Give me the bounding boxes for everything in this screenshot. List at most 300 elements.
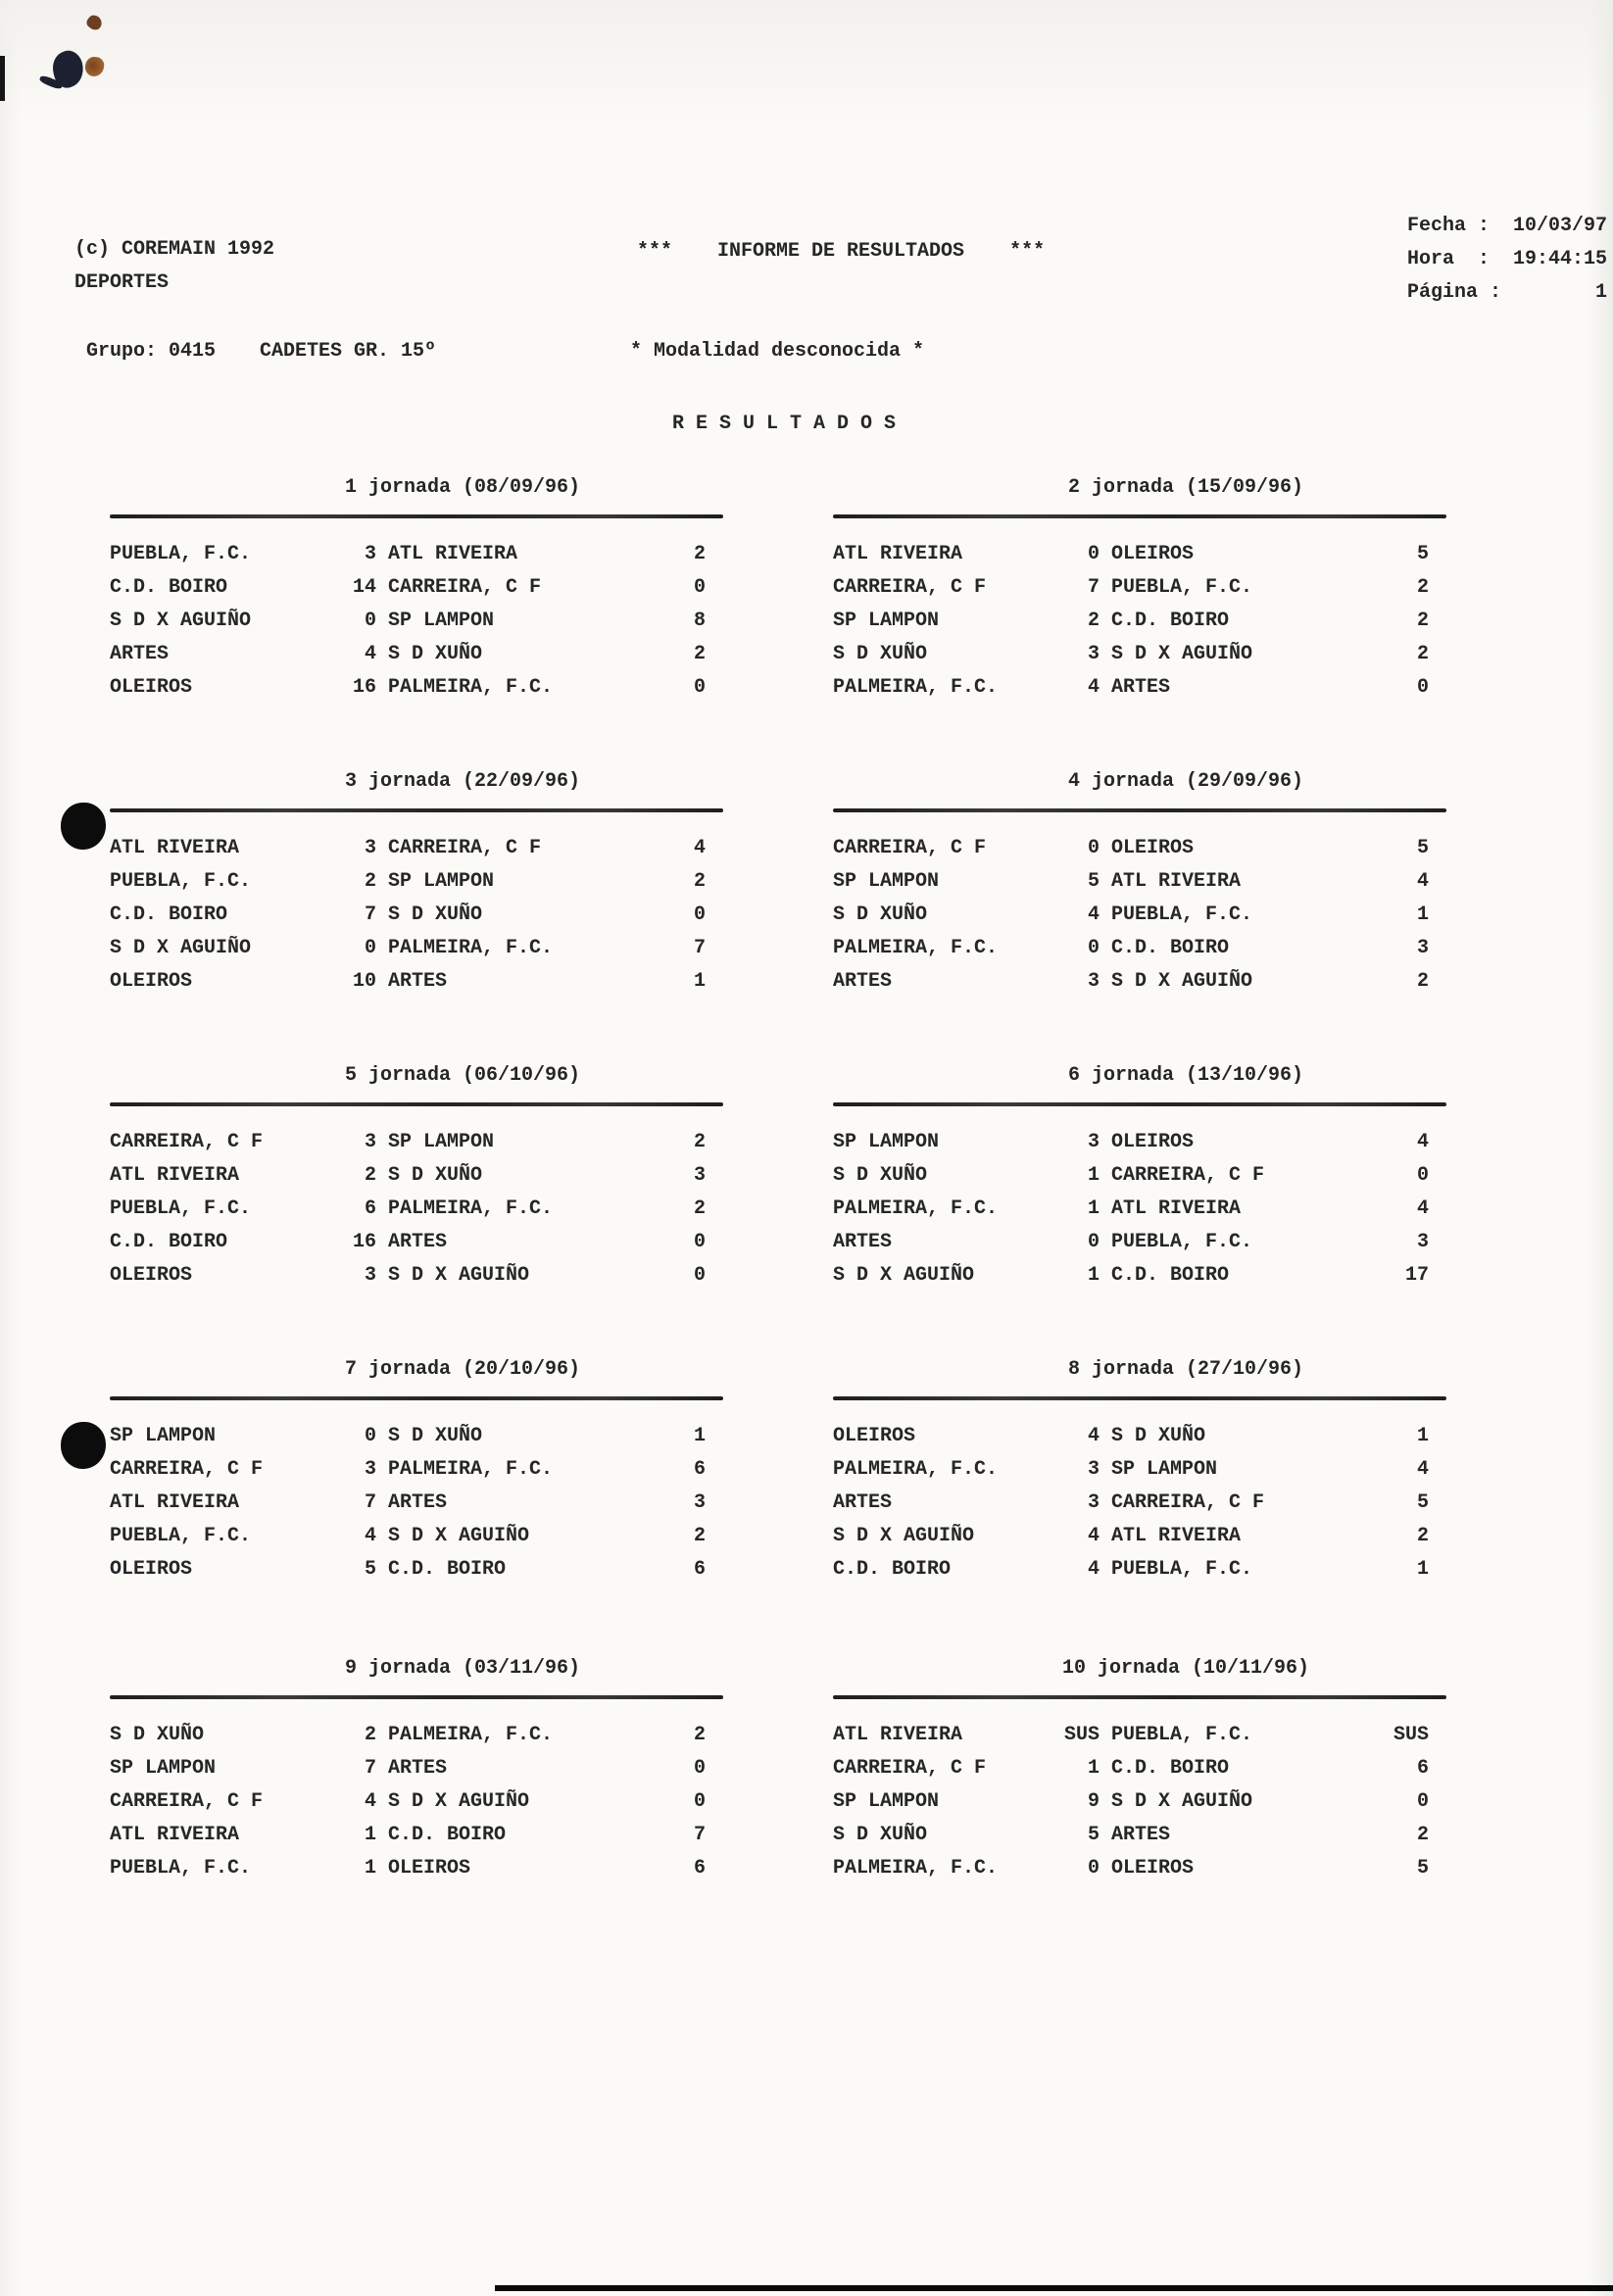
home: OLEIROS — [110, 970, 193, 993]
table-rule — [833, 808, 1446, 812]
table-rule — [110, 514, 723, 518]
away-score: 1 — [1416, 1558, 1429, 1581]
home-score: 3 — [364, 1458, 376, 1481]
away: PUEBLA, F.C. — [1111, 576, 1253, 599]
home: SP LAMPON — [833, 870, 940, 893]
home: CARREIRA, C F — [833, 576, 987, 599]
home: CARREIRA, C F — [110, 1458, 264, 1481]
home-score: 16 — [352, 1231, 376, 1253]
stars-right-decoration: *** — [1009, 240, 1046, 263]
away: PALMEIRA, F.C. — [388, 1197, 554, 1220]
away-score: 0 — [693, 1231, 706, 1253]
away: SP LAMPON — [1111, 1458, 1218, 1481]
home: PUEBLA, F.C. — [110, 1197, 252, 1220]
away: OLEIROS — [1111, 1857, 1195, 1880]
away: PALMEIRA, F.C. — [388, 1724, 554, 1746]
match-row — [110, 1524, 723, 1549]
home-score: 14 — [352, 576, 376, 599]
away: ATL RIVEIRA — [1111, 1197, 1242, 1220]
scan-edge-mark — [0, 56, 5, 101]
away-score: 2 — [1416, 576, 1429, 599]
table-rule — [110, 1396, 723, 1400]
match-row — [833, 869, 1446, 895]
jornada-title: 6 jornada (13/10/96) — [1067, 1064, 1304, 1087]
match-row — [110, 1424, 723, 1449]
away-score: 1 — [1416, 1425, 1429, 1447]
home-score: 4 — [1087, 1558, 1100, 1581]
home-score: 1 — [364, 1824, 376, 1846]
away-score: 0 — [693, 904, 706, 926]
home: SP LAMPON — [833, 610, 940, 632]
away: S D XUÑO — [388, 904, 483, 926]
table-rule — [833, 514, 1446, 518]
home: S D X AGUIÑO — [110, 610, 252, 632]
away: S D XUÑO — [388, 1425, 483, 1447]
away: S D XUÑO — [388, 1164, 483, 1187]
home-score: 0 — [364, 937, 376, 959]
match-row — [833, 1490, 1446, 1516]
home: C.D. BOIRO — [110, 1231, 228, 1253]
home-score: 4 — [1087, 676, 1100, 699]
group-name: CADETES GR. 15º — [260, 340, 437, 363]
match-row — [833, 642, 1446, 667]
home-score: 2 — [1087, 610, 1100, 632]
match-row — [833, 1756, 1446, 1782]
match-row — [833, 1789, 1446, 1815]
pagina-value: 1 — [1594, 281, 1607, 304]
home: OLEIROS — [110, 1558, 193, 1581]
home: ARTES — [833, 1491, 893, 1514]
section-title: R E S U L T A D O S — [672, 413, 897, 435]
match-row — [833, 1230, 1446, 1255]
away-score: 5 — [1416, 543, 1429, 565]
home-score: 1 — [1087, 1757, 1100, 1780]
away-score: 5 — [1416, 837, 1429, 859]
away-score: 2 — [1416, 1824, 1429, 1846]
away: PALMEIRA, F.C. — [388, 1458, 554, 1481]
home-score: 5 — [364, 1558, 376, 1581]
away: C.D. BOIRO — [388, 1824, 507, 1846]
away: S D X AGUIÑO — [1111, 1790, 1253, 1813]
home: CARREIRA, C F — [833, 837, 987, 859]
match-row — [110, 1197, 723, 1222]
home-score: 4 — [1087, 1425, 1100, 1447]
home-score: 3 — [1087, 1491, 1100, 1514]
away-score: 4 — [1416, 870, 1429, 893]
home: S D XUÑO — [833, 643, 928, 665]
away: ARTES — [388, 1757, 448, 1780]
fecha-value: 10/03/97 — [1512, 215, 1607, 237]
home-score: 3 — [364, 1264, 376, 1287]
home-score: 4 — [364, 1790, 376, 1813]
home: PALMEIRA, F.C. — [833, 1197, 999, 1220]
home: S D XUÑO — [833, 904, 928, 926]
away-score: 0 — [693, 576, 706, 599]
away: CARREIRA, C F — [1111, 1164, 1265, 1187]
away-score: 7 — [693, 937, 706, 959]
away-score: 0 — [693, 1757, 706, 1780]
away: PALMEIRA, F.C. — [388, 676, 554, 699]
home-score: 2 — [364, 1164, 376, 1187]
home: S D XUÑO — [110, 1724, 205, 1746]
away-score: 2 — [693, 870, 706, 893]
punch-hole-mark — [61, 1422, 106, 1469]
modality-note: * Modalidad desconocida * — [630, 340, 925, 363]
away: SP LAMPON — [388, 610, 495, 632]
away: OLEIROS — [388, 1857, 471, 1880]
match-row — [833, 936, 1446, 961]
away: ARTES — [1111, 1824, 1171, 1846]
jornada-title: 9 jornada (03/11/96) — [344, 1657, 581, 1680]
away: SP LAMPON — [388, 870, 495, 893]
match-row — [833, 903, 1446, 928]
home: ATL RIVEIRA — [110, 1164, 240, 1187]
table-rule — [833, 1396, 1446, 1400]
away-score: 6 — [693, 1558, 706, 1581]
home-score: 3 — [1087, 1131, 1100, 1153]
away-score: 8 — [693, 610, 706, 632]
match-row — [833, 1263, 1446, 1289]
away-score: 1 — [1416, 904, 1429, 926]
jornada-title: 3 jornada (22/09/96) — [344, 770, 581, 793]
match-row — [110, 903, 723, 928]
home-score: 0 — [1087, 1231, 1100, 1253]
match-row — [833, 1424, 1446, 1449]
meta-row-pagina — [1407, 280, 1607, 314]
scan-edge-line — [495, 2285, 1613, 2291]
home-score: 4 — [364, 643, 376, 665]
jornada-table — [110, 1357, 723, 1594]
home-score: 4 — [1087, 1525, 1100, 1547]
home-score: 7 — [364, 1757, 376, 1780]
away-score: 2 — [693, 1131, 706, 1153]
hora-label: Hora : — [1407, 248, 1491, 270]
away-score: 4 — [1416, 1131, 1429, 1153]
home: PALMEIRA, F.C. — [833, 1458, 999, 1481]
match-row — [110, 836, 723, 861]
home-score: 7 — [364, 904, 376, 926]
report-meta — [1407, 214, 1607, 314]
away-score: SUS — [1393, 1724, 1429, 1746]
home-score: 4 — [1087, 904, 1100, 926]
away: PUEBLA, F.C. — [1111, 1558, 1253, 1581]
jornada-title: 10 jornada (10/11/96) — [1061, 1657, 1310, 1680]
match-row — [110, 936, 723, 961]
away: ARTES — [388, 1491, 448, 1514]
away-score: 5 — [1416, 1857, 1429, 1880]
home: PUEBLA, F.C. — [110, 543, 252, 565]
match-row — [110, 642, 723, 667]
away: ARTES — [1111, 676, 1171, 699]
away: CARREIRA, C F — [1111, 1491, 1265, 1514]
home: CARREIRA, C F — [833, 1757, 987, 1780]
home: S D X AGUIÑO — [833, 1525, 975, 1547]
match-row — [833, 836, 1446, 861]
away: OLEIROS — [1111, 837, 1195, 859]
jornada-title: 2 jornada (15/09/96) — [1067, 476, 1304, 499]
home-score: 0 — [364, 1425, 376, 1447]
stars-left-decoration: *** — [637, 240, 673, 263]
home: S D X AGUIÑO — [110, 937, 252, 959]
home: CARREIRA, C F — [110, 1790, 264, 1813]
away-score: 2 — [693, 1724, 706, 1746]
away: PUEBLA, F.C. — [1111, 904, 1253, 926]
home: OLEIROS — [110, 1264, 193, 1287]
home-score: 5 — [1087, 870, 1100, 893]
home-score: 1 — [1087, 1164, 1100, 1187]
home: PUEBLA, F.C. — [110, 870, 252, 893]
match-row — [833, 1130, 1446, 1155]
home: C.D. BOIRO — [833, 1558, 952, 1581]
away-score: 4 — [1416, 1197, 1429, 1220]
home: ARTES — [110, 643, 170, 665]
table-rule — [833, 1102, 1446, 1106]
away: SP LAMPON — [388, 1131, 495, 1153]
department-line: DEPORTES — [74, 271, 170, 294]
away-score: 5 — [1416, 1491, 1429, 1514]
away: C.D. BOIRO — [1111, 610, 1230, 632]
jornada-table — [110, 475, 723, 712]
match-row — [833, 969, 1446, 995]
match-row — [833, 675, 1446, 701]
home: SP LAMPON — [833, 1131, 940, 1153]
away-score: 4 — [1416, 1458, 1429, 1481]
home-score: 7 — [1087, 576, 1100, 599]
home: ATL RIVEIRA — [110, 837, 240, 859]
home-score: 0 — [1087, 1857, 1100, 1880]
home: C.D. BOIRO — [110, 904, 228, 926]
home: SP LAMPON — [110, 1757, 217, 1780]
away: OLEIROS — [1111, 543, 1195, 565]
table-rule — [110, 808, 723, 812]
away: ARTES — [388, 1231, 448, 1253]
match-row — [833, 1823, 1446, 1848]
away-score: 3 — [1416, 937, 1429, 959]
away: C.D. BOIRO — [1111, 1757, 1230, 1780]
away-score: 2 — [693, 643, 706, 665]
home-score: 7 — [364, 1491, 376, 1514]
fecha-label: Fecha : — [1407, 215, 1491, 237]
away-score: 0 — [693, 676, 706, 699]
away-score: 17 — [1404, 1264, 1429, 1287]
home-score: 4 — [364, 1525, 376, 1547]
home: ARTES — [833, 970, 893, 993]
jornada-title: 5 jornada (06/10/96) — [344, 1064, 581, 1087]
match-row — [833, 1163, 1446, 1189]
away: CARREIRA, C F — [388, 576, 542, 599]
jornada-table — [833, 1357, 1446, 1594]
jornada-table — [110, 1063, 723, 1300]
away-score: 2 — [1416, 610, 1429, 632]
jornada-table — [110, 769, 723, 1006]
match-row — [833, 542, 1446, 567]
home-score: 3 — [1087, 643, 1100, 665]
home-score: 3 — [1087, 1458, 1100, 1481]
away-score: 0 — [693, 1790, 706, 1813]
home-score: 16 — [352, 676, 376, 699]
table-rule — [833, 1695, 1446, 1699]
home: C.D. BOIRO — [110, 576, 228, 599]
match-row — [833, 1457, 1446, 1483]
away-score: 3 — [693, 1491, 706, 1514]
match-row — [833, 1723, 1446, 1748]
match-row — [833, 1197, 1446, 1222]
jornada-table — [833, 1656, 1446, 1893]
home-score: 2 — [364, 870, 376, 893]
away-score: 7 — [693, 1824, 706, 1846]
match-row — [833, 575, 1446, 601]
home: PALMEIRA, F.C. — [833, 676, 999, 699]
home: ATL RIVEIRA — [110, 1824, 240, 1846]
home-score: 9 — [1087, 1790, 1100, 1813]
away: S D XUÑO — [388, 643, 483, 665]
home-score: 3 — [364, 543, 376, 565]
match-row — [110, 675, 723, 701]
jornada-table — [833, 769, 1446, 1006]
home: OLEIROS — [110, 676, 193, 699]
home-score: 0 — [1087, 543, 1100, 565]
home: PALMEIRA, F.C. — [833, 1857, 999, 1880]
report-title — [637, 239, 1045, 265]
away-score: 1 — [693, 1425, 706, 1447]
home-score: 6 — [364, 1197, 376, 1220]
away-score: 0 — [1416, 1790, 1429, 1813]
home: SP LAMPON — [833, 1790, 940, 1813]
away-score: 2 — [1416, 970, 1429, 993]
home-score: 10 — [352, 970, 376, 993]
home: PUEBLA, F.C. — [110, 1525, 252, 1547]
table-rule — [110, 1695, 723, 1699]
home: ATL RIVEIRA — [110, 1491, 240, 1514]
home-score: 0 — [1087, 837, 1100, 859]
match-row — [110, 575, 723, 601]
home-score: 0 — [1087, 937, 1100, 959]
home-score: 3 — [1087, 970, 1100, 993]
jornada-title: 7 jornada (20/10/96) — [344, 1358, 581, 1381]
away-score: 2 — [693, 1525, 706, 1547]
home: ATL RIVEIRA — [833, 543, 963, 565]
away: S D XUÑO — [1111, 1425, 1206, 1447]
away: C.D. BOIRO — [1111, 1264, 1230, 1287]
home: S D XUÑO — [833, 1164, 928, 1187]
meta-row-fecha — [1407, 214, 1607, 247]
jornada-title: 1 jornada (08/09/96) — [344, 476, 581, 499]
home-score: 1 — [1087, 1264, 1100, 1287]
jornada-table — [833, 475, 1446, 712]
away: S D X AGUIÑO — [1111, 970, 1253, 993]
report-title-text: INFORME DE RESULTADOS — [717, 240, 965, 263]
meta-row-hora — [1407, 247, 1607, 280]
match-row — [110, 1457, 723, 1483]
jornada-table — [110, 1656, 723, 1893]
table-rule — [110, 1102, 723, 1106]
home-score: 3 — [364, 1131, 376, 1153]
home-score: SUS — [1063, 1724, 1100, 1746]
ink-spot — [84, 13, 104, 32]
away: OLEIROS — [1111, 1131, 1195, 1153]
home: PALMEIRA, F.C. — [833, 937, 999, 959]
home-score: 0 — [364, 610, 376, 632]
match-row — [110, 1823, 723, 1848]
home: S D X AGUIÑO — [833, 1264, 975, 1287]
home-score: 5 — [1087, 1824, 1100, 1846]
away-score: 4 — [693, 837, 706, 859]
away: S D X AGUIÑO — [388, 1790, 530, 1813]
match-row — [110, 969, 723, 995]
match-row — [110, 1263, 723, 1289]
away-score: 2 — [1416, 643, 1429, 665]
punch-hole-mark — [61, 803, 106, 850]
copyright-line: (c) COREMAIN 1992 — [74, 238, 275, 261]
home-score: 1 — [1087, 1197, 1100, 1220]
match-row — [110, 869, 723, 895]
hora-value: 19:44:15 — [1512, 248, 1607, 270]
home: OLEIROS — [833, 1425, 916, 1447]
home: CARREIRA, C F — [110, 1131, 264, 1153]
jornada-title: 8 jornada (27/10/96) — [1067, 1358, 1304, 1381]
away: C.D. BOIRO — [388, 1558, 507, 1581]
home-score: 2 — [364, 1724, 376, 1746]
match-row — [110, 542, 723, 567]
away-score: 3 — [693, 1164, 706, 1187]
home: SP LAMPON — [110, 1425, 217, 1447]
match-row — [110, 1789, 723, 1815]
away-score: 6 — [693, 1458, 706, 1481]
away: ATL RIVEIRA — [388, 543, 518, 565]
jornada-table — [833, 1063, 1446, 1300]
match-row — [110, 1557, 723, 1583]
away-score: 2 — [693, 543, 706, 565]
away: S D X AGUIÑO — [388, 1264, 530, 1287]
match-row — [833, 1856, 1446, 1881]
match-row — [833, 1557, 1446, 1583]
away-score: 2 — [1416, 1525, 1429, 1547]
pagina-label: Página : — [1407, 281, 1502, 304]
away: ARTES — [388, 970, 448, 993]
group-code: Grupo: 0415 — [86, 340, 217, 363]
match-row — [833, 1524, 1446, 1549]
match-row — [110, 1230, 723, 1255]
away-score: 0 — [1416, 1164, 1429, 1187]
away: C.D. BOIRO — [1111, 937, 1230, 959]
match-row — [110, 1490, 723, 1516]
home: PUEBLA, F.C. — [110, 1857, 252, 1880]
away: ATL RIVEIRA — [1111, 1525, 1242, 1547]
away-score: 2 — [693, 1197, 706, 1220]
away: ATL RIVEIRA — [1111, 870, 1242, 893]
away: PUEBLA, F.C. — [1111, 1231, 1253, 1253]
match-row — [110, 1856, 723, 1881]
match-row — [110, 1130, 723, 1155]
match-row — [110, 1723, 723, 1748]
match-row — [110, 1756, 723, 1782]
home-score: 3 — [364, 837, 376, 859]
away-score: 3 — [1416, 1231, 1429, 1253]
away-score: 0 — [1416, 676, 1429, 699]
home: ARTES — [833, 1231, 893, 1253]
match-row — [110, 1163, 723, 1189]
away: CARREIRA, C F — [388, 837, 542, 859]
ink-spot — [83, 56, 105, 78]
away-score: 0 — [693, 1264, 706, 1287]
away-score: 6 — [693, 1857, 706, 1880]
away: PUEBLA, F.C. — [1111, 1724, 1253, 1746]
away: PALMEIRA, F.C. — [388, 937, 554, 959]
match-row — [110, 609, 723, 634]
match-row — [833, 609, 1446, 634]
away-score: 1 — [693, 970, 706, 993]
away: S D X AGUIÑO — [1111, 643, 1253, 665]
